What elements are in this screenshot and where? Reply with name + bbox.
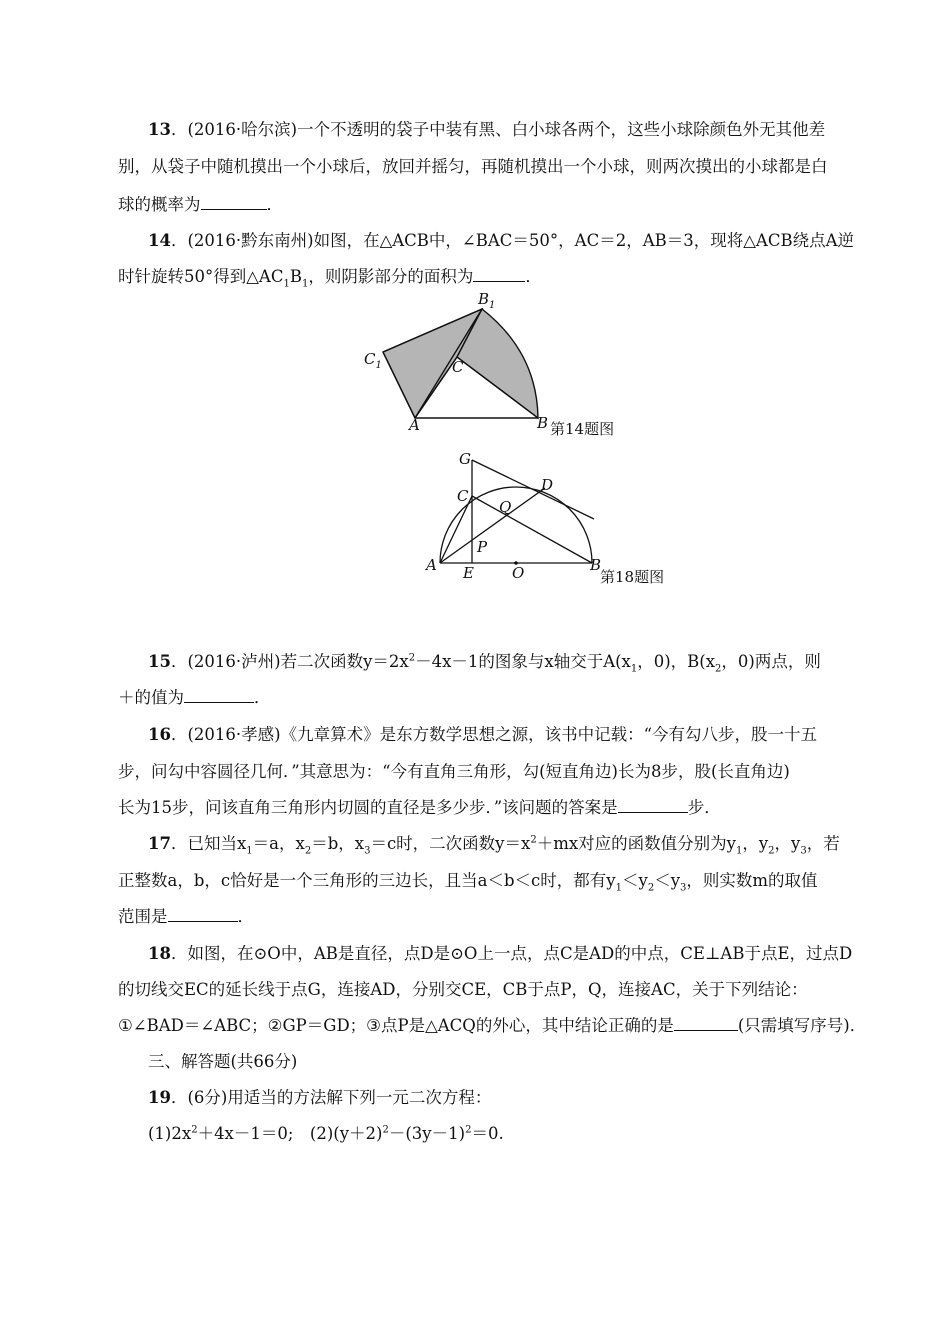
answer-blank xyxy=(674,1016,738,1031)
q13-number: 13 xyxy=(148,120,171,139)
tangent-line xyxy=(472,460,594,519)
label-P: P xyxy=(477,538,488,556)
answer-blank xyxy=(473,267,525,282)
q18-number: 18 xyxy=(148,944,171,963)
section-heading: 三、解答题(共66分) xyxy=(148,1052,298,1071)
q17-line1: 17．已知当$x_1=a$，$x_2=b$，$x_3=c$时，二次函数$y=x^2+mx$对应的函数值分别为$y_1$，$y_2$，$y_3$，若 xyxy=(148,834,840,857)
answer-blank xyxy=(184,688,254,703)
label-E: E xyxy=(463,564,474,582)
figure-14-caption: 第14题图 xyxy=(550,420,615,438)
q13-line3: 球的概率为 ． xyxy=(118,195,283,214)
q16-line2: 步，问勾中容圆径几何．”其意思为：“今有直角三角形，勾(短直角边)长为8步，股(长直角边) xyxy=(118,762,790,781)
q14-number: 14 xyxy=(148,231,171,250)
segment-AD xyxy=(440,488,545,563)
q17-line3: 范围是 ． xyxy=(118,907,254,926)
q19-line2: $(1)2x^2+4x-1=0$; $(2)(y+2)^2-(3y-1)^2=0$. xyxy=(148,1124,504,1143)
label-A: A xyxy=(409,416,420,434)
q18-line2: 的切线交EC的延长线于点G，连接AD，分别交CE，CB于点P，Q，连接AC，关于下列结论： xyxy=(118,980,808,999)
label-O: O xyxy=(512,564,525,582)
segment-CB xyxy=(472,496,592,563)
answer-blank xyxy=(168,907,238,922)
label-B1: $B_1$ xyxy=(478,290,496,311)
answer-blank xyxy=(201,195,267,210)
q17-line2: 正整数a，b，c恰好是一个三角形的三边长，且当a＜b＜c时，都有$y_1<y_2<y_3$，则实数m的取值 xyxy=(118,871,818,894)
label-C1: $C_1$ xyxy=(364,350,382,371)
q19-number: 19 xyxy=(148,1088,171,1107)
label-C: C xyxy=(452,358,464,376)
label-Q: Q xyxy=(499,498,512,516)
q15-line2: ＋的值为 ． xyxy=(118,688,271,707)
figure-18-caption: 第18题图 xyxy=(600,568,665,586)
q18-line1: 18．如图，在⊙O中，AB是直径，点D是⊙O上一点，点C是AD的中点，CE⊥AB于点E，过点D xyxy=(148,944,853,963)
figure-18-diagram xyxy=(420,448,610,578)
segment-AC xyxy=(440,496,472,563)
label-G: G xyxy=(459,450,471,468)
label-C18: C xyxy=(457,487,469,505)
q15-line1: 15．(2016·泸州)若二次函数$y=2x^2-4x-1$的图象与x轴交于$A(x_1$，0)，$B(x_2$，0)两点，则 xyxy=(148,652,821,675)
q13-line1: 13．(2016·哈尔滨)一个不透明的袋子中装有黑、白小球各两个，这些小球除颜色外无其他差 xyxy=(148,120,826,139)
q17-number: 17 xyxy=(148,834,171,853)
label-D: D xyxy=(541,476,554,494)
label-B18: B xyxy=(590,556,602,574)
answer-blank xyxy=(618,798,688,813)
q19-line1: 19．(6分)用适当的方法解下列一元二次方程： xyxy=(148,1088,492,1107)
q15-number: 15 xyxy=(148,652,171,671)
label-A18: A xyxy=(426,556,437,574)
q14-line1: 14．(2016·黔东南州)如图，在△ACB中，∠BAC＝50°，AC＝2，AB＝3，现将△ACB绕点A逆 xyxy=(148,231,855,250)
q16-line1: 16．(2016·孝感)《九章算术》是东方数学思想之源，该书中记载：“今有勾八步，股一十五 xyxy=(148,725,818,744)
q18-line3: ①∠BAD＝∠ABC；②GP＝GD；③点P是△ACQ的外心，其中结论正确的是 (只需填写序号)． xyxy=(118,1016,867,1035)
q16-number: 16 xyxy=(148,725,171,744)
q13-line2: 别，从袋子中随机摸出一个小球后，放回并摇匀，再随机摸出一个小球，则两次摸出的小球都是白 xyxy=(118,157,828,176)
q14-line2: 时针旋转50°得到$\triangle AC_1B_1$，则阴影部分的面积为 ． xyxy=(118,267,542,290)
label-B: B xyxy=(537,414,549,432)
q16-line3: 长为15步，问该直角三角形内切圆的直径是多少步．”该问题的答案是 步． xyxy=(118,798,721,817)
